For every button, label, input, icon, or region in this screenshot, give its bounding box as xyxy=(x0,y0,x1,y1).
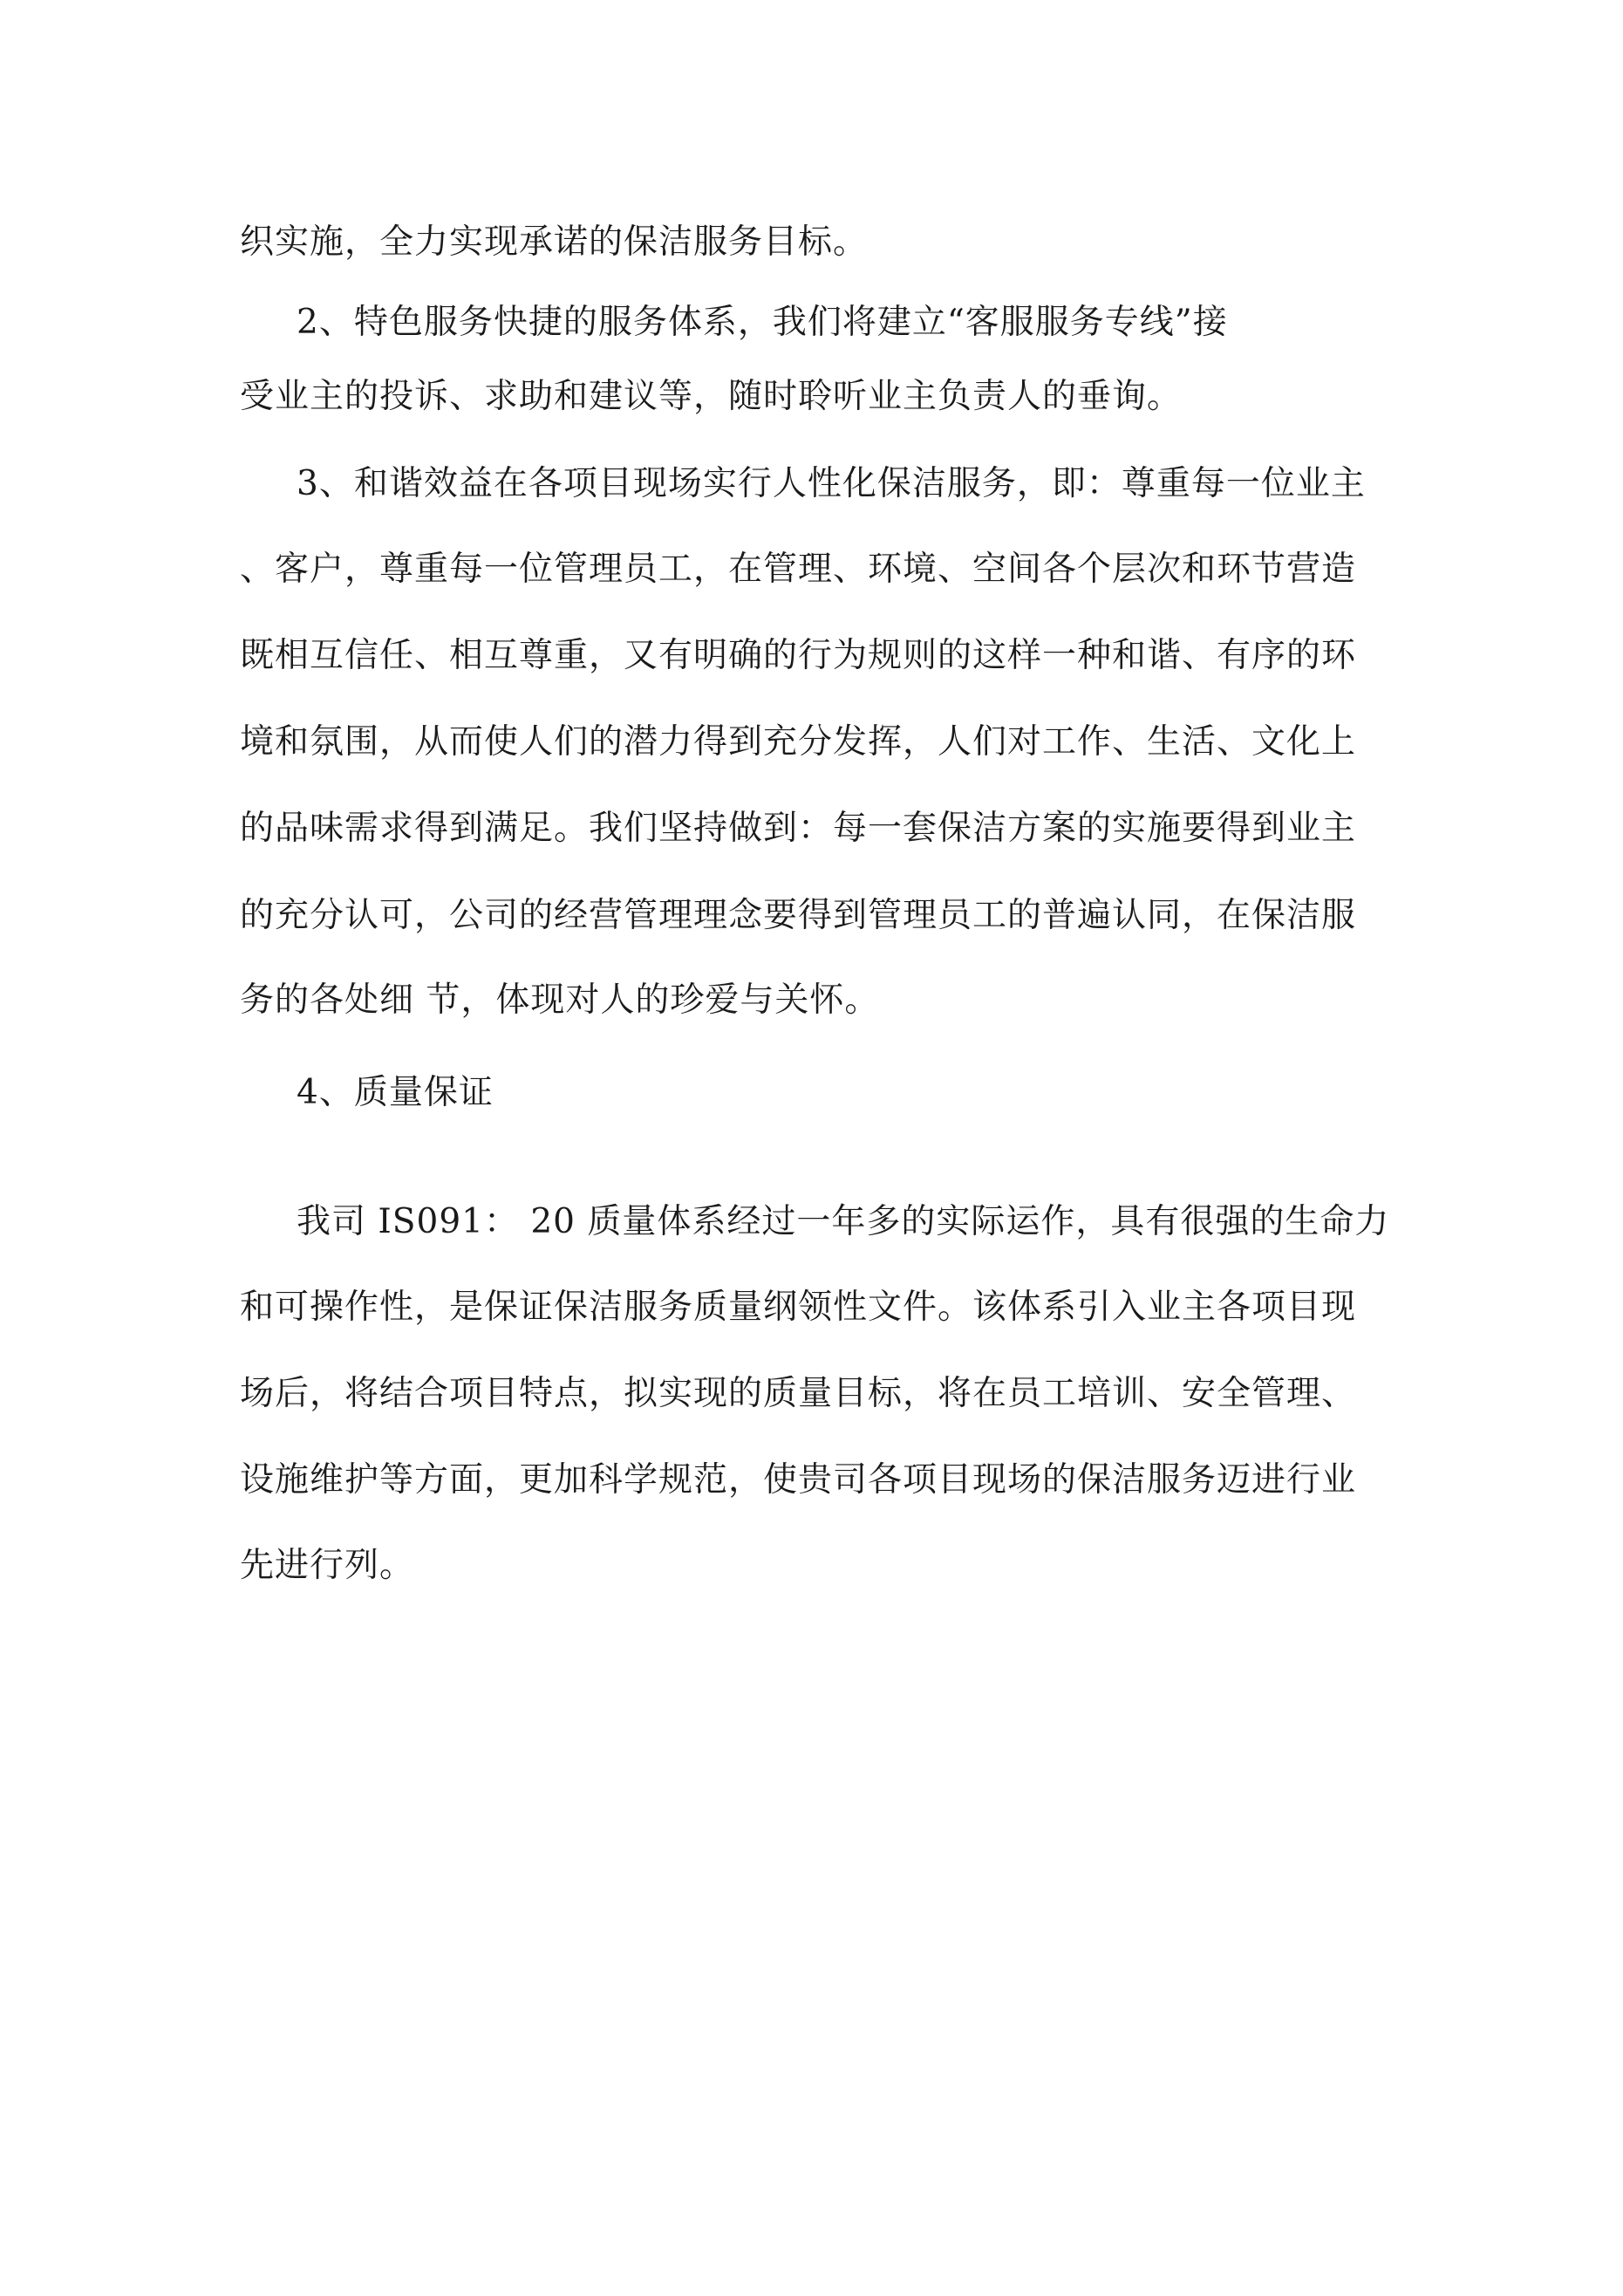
text-line: 受业主的投诉、求助和建议等，随时聆听业主负责人的垂询。 xyxy=(240,377,1183,416)
text-line: 和可操作性，是保证保洁服务质量纲领性文件。该体系引入业主各项目现 xyxy=(240,1288,1357,1327)
text-line: 境和氛围，从而使人们的潜力得到充分发挥，人们对工作、生活、文化上 xyxy=(240,722,1357,762)
text-line: 3、和谐效益在各项目现场实行人性化保洁服务，即：尊重每一位业主 xyxy=(297,464,1366,503)
section-heading: 4、质量保证 xyxy=(297,1073,494,1112)
text-line: 场后，将结合项目特点，拟实现的质量目标，将在员工培训、安全管理、 xyxy=(240,1374,1357,1413)
text-line: 2、特色服务快捷的服务体系，我们将建立“客服服务专线”接 xyxy=(297,303,1228,342)
text-line: 既相互信任、相互尊重，又有明确的行为规则的这样一种和谐、有序的环 xyxy=(240,636,1357,675)
text-line: 、客户，尊重每一位管理员工，在管理、环境、空间各个层次和环节营造 xyxy=(240,550,1357,589)
text-line: 我司 IS091： 20 质量体系经过一年多的实际运作，具有很强的生命力 xyxy=(297,1202,1390,1241)
text-line: 织实施，全力实现承诺的保洁服务目标。 xyxy=(240,222,869,262)
text-line: 的品味需求得到满足。我们坚持做到：每一套保洁方案的实施要得到业主 xyxy=(240,809,1357,848)
text-line: 务的各处细 节，体现对人的珍爱与关怀。 xyxy=(240,981,880,1020)
text-line: 的充分认可，公司的经营管理理念要得到管理员工的普遍认同，在保洁服 xyxy=(240,896,1357,935)
text-line: 先进行列。 xyxy=(240,1546,415,1585)
text-line: 设施维护等方面，更加科学规范，使贵司各项目现场的保洁服务迈进行业 xyxy=(240,1460,1357,1500)
